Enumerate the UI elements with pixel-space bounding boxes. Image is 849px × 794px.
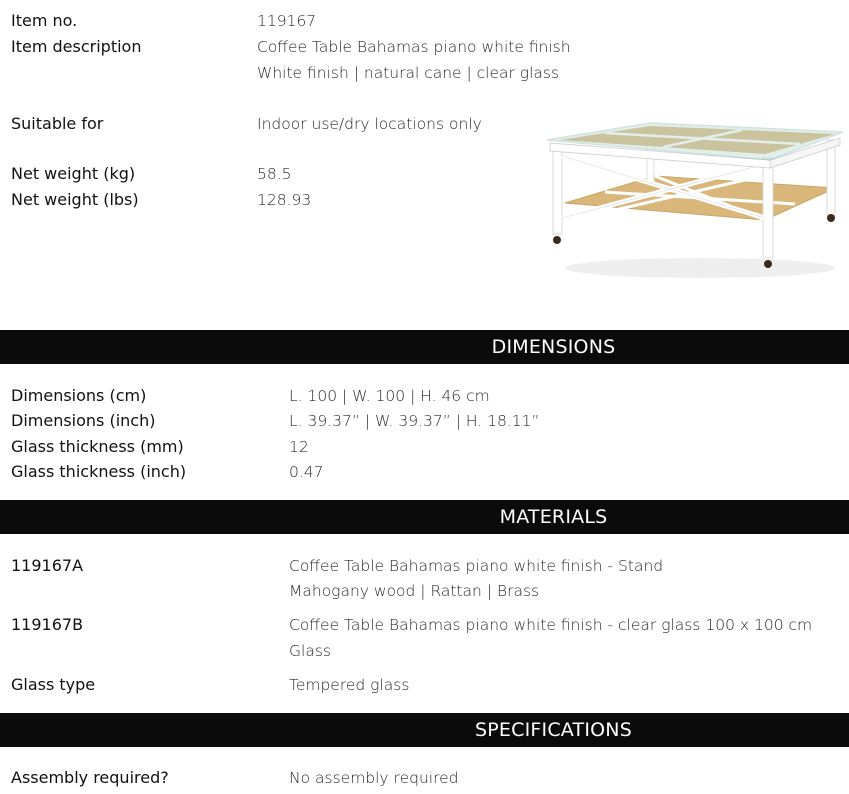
material-119167b-label: 119167B [11,615,84,634]
material-119167a-line1: Coffee Table Bahamas piano white finish - Stand [289,557,664,575]
item-no-value: 119167 [257,12,317,30]
specifications-title: SPECIFICATIONS [475,719,632,741]
glass-thickness-inch-label: Glass thickness (inch) [11,462,187,481]
dimensions-inch-label: Dimensions (inch) [11,411,156,430]
product-image [545,118,845,283]
dimensions-cm-value: L. 100 | W. 100 | H. 46 cm [289,387,490,405]
glass-type-value: Tempered glass [289,676,410,694]
suitable-for-label: Suitable for [11,114,104,133]
glass-thickness-mm-value: 12 [289,438,309,456]
dimensions-inch-value: L. 39.37” | W. 39.37” | H. 18.11” [289,412,540,430]
assembly-required-label: Assembly required? [11,768,169,787]
suitable-for-value: Indoor use/dry locations only [257,115,482,133]
item-description-label: Item description [11,37,142,56]
item-description-line1: Coffee Table Bahamas piano white finish [257,38,571,56]
net-weight-lbs-label: Net weight (lbs) [11,190,139,209]
material-119167b-line2: Glass [289,642,331,660]
glass-type-label: Glass type [11,675,96,694]
materials-title: MATERIALS [499,506,608,528]
item-description-line2: White finish | natural cane | clear glass [257,64,560,82]
material-119167a-label: 119167A [11,556,84,575]
dimensions-header [0,330,849,364]
glass-thickness-mm-label: Glass thickness (mm) [11,437,184,456]
dimensions-title: DIMENSIONS [491,336,616,358]
assembly-required-value: No assembly required [289,769,459,787]
materials-header [0,500,849,534]
material-119167b-line1: Coffee Table Bahamas piano white finish - clear glass 100 x 100 cm [289,616,813,634]
material-119167a-line2: Mahogany wood | Rattan | Brass [289,582,540,600]
general-info-section [0,0,849,330]
specifications-header [0,713,849,747]
net-weight-kg-value: 58.5 [257,165,292,183]
dimensions-cm-label: Dimensions (cm) [11,386,147,405]
net-weight-lbs-value: 128.93 [257,191,312,209]
glass-thickness-inch-value: 0.47 [289,463,324,481]
item-no-label: Item no. [11,11,78,30]
net-weight-kg-label: Net weight (kg) [11,164,136,183]
